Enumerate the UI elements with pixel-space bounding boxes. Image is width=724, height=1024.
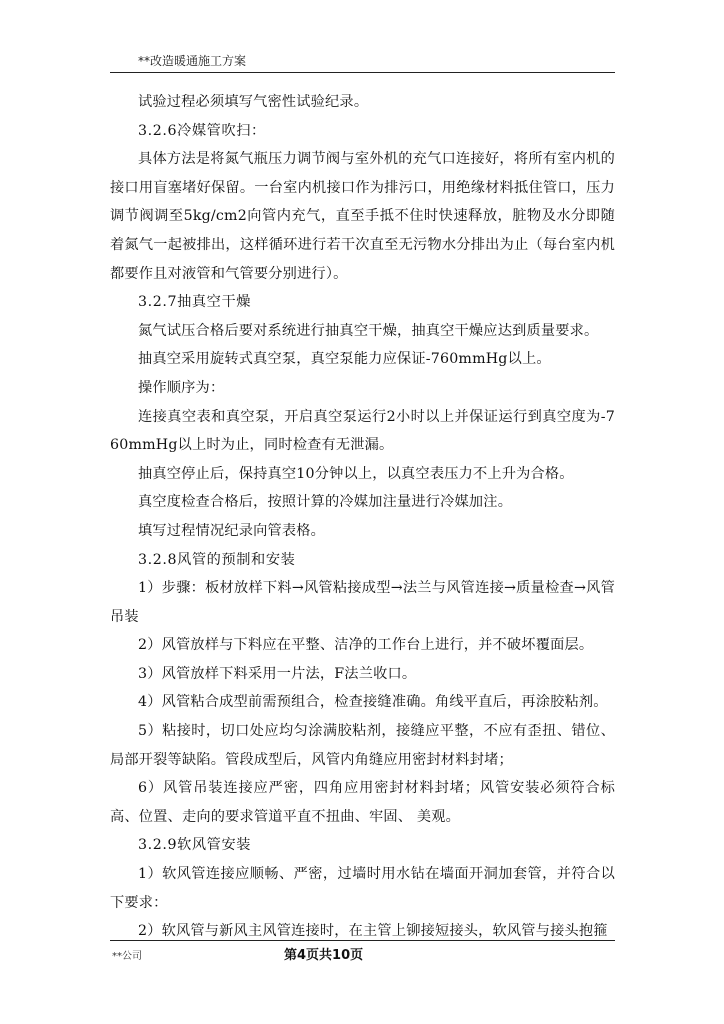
paragraph-soft-duct-1: 1）软风管连接应顺畅、严密，过墙时用水钻在墙面开洞加套管，并符合以下要求：: [110, 866, 615, 911]
paragraph-vacuum-drying: 氮气试压合格后要对系统进行抽真空干燥，抽真空干燥应达到质量要求。: [138, 322, 599, 339]
paragraph-soft-duct-2: 2）软风管与新风主风管连接时，在主管上铆接短接头，软风管与接头抱箍: [138, 923, 608, 940]
paragraph-duct-step-3: 3）风管放样下料采用一片法，F法兰收口。: [138, 665, 417, 682]
paragraph-purge-method: 具体方法是将氮气瓶压力调节阀与室外机的充气口连接好，将所有室内机的接口用盲塞堵好保留。一台室内机接口作为排污口，用绝缘材料抵住管口，压力调节阀调至5kg/cm2向管内充气，直至手抵不住时快速释放，脏物及水分即随着氮气一起被排出，这样循环进行若干次直至无污物水分排出为止（每台室内机都要作且对液管和气管要分别进行）。: [110, 151, 615, 282]
paragraph-connect-gauge: 连接真空表和真空泵，开启真空泵运行2小时以上并保证运行到真空度为-760mmHg以上时为止，同时检查有无泄漏。: [110, 408, 615, 454]
paragraph-duct-step-4: 4）风管粘合成型前需预组合，检查接缝准确。角线平直后，再涂胶粘剂。: [138, 694, 608, 711]
section-heading-3-2-7: 3.2.7抽真空干燥: [138, 294, 252, 311]
footer-company: **公司: [112, 951, 142, 962]
document-body: [110, 88, 615, 946]
paragraph-duct-step-6: 6）风管吊装连接应严密，四角应用密封材料封堵；风管安装必须符合标高、位置、走向的要求管道平直不扭曲、牢固、 美观。: [110, 780, 615, 825]
page-footer: [110, 940, 615, 965]
section-heading-3-2-9: 3.2.9软风管安装: [138, 837, 252, 854]
paragraph-duct-step-5: 5）粘接时，切口处应均匀涂满胶粘剂，接缝应平整，不应有歪扭、错位、局部开裂等缺陷。管段成型后，风管内角缝应用密封材料封堵；: [110, 723, 615, 768]
paragraph-duct-step-2: 2）风管放样与下料应在平整、洁净的工作台上进行，并不破坏覆面层。: [138, 637, 594, 654]
paragraph-duct-step-1: 1）步骤：板材放样下料→风管粘接成型→法兰与风管连接→质量检查→风管吊装: [110, 580, 615, 625]
page-header: [110, 50, 615, 73]
paragraph-fill-record: 填写过程情况纪录向管表格。: [138, 522, 326, 539]
paragraph-vacuum-pump: 抽真空采用旋转式真空泵，真空泵能力应保证-760mmHg以上。: [138, 351, 551, 368]
paragraph-operation-order: 操作顺序为：: [138, 379, 225, 396]
page-number: 第4页共10页: [284, 948, 364, 963]
section-heading-3-2-8: 3.2.8风管的预制和安装: [138, 551, 296, 568]
paragraph-gas-tightness-record: 试验过程必须填写气密性试验纪录。: [138, 94, 369, 110]
paragraph-refrigerant-charge: 真空度检查合格后，按照计算的冷媒加注量进行冷媒加注。: [138, 494, 513, 511]
header-title: **改造暖通施工方案: [138, 54, 247, 68]
paragraph-hold-vacuum: 抽真空停止后，保持真空10分钟以上，以真空表压力不上升为合格。: [138, 465, 574, 482]
section-heading-3-2-6: 3.2.6冷媒管吹扫：: [138, 122, 266, 139]
